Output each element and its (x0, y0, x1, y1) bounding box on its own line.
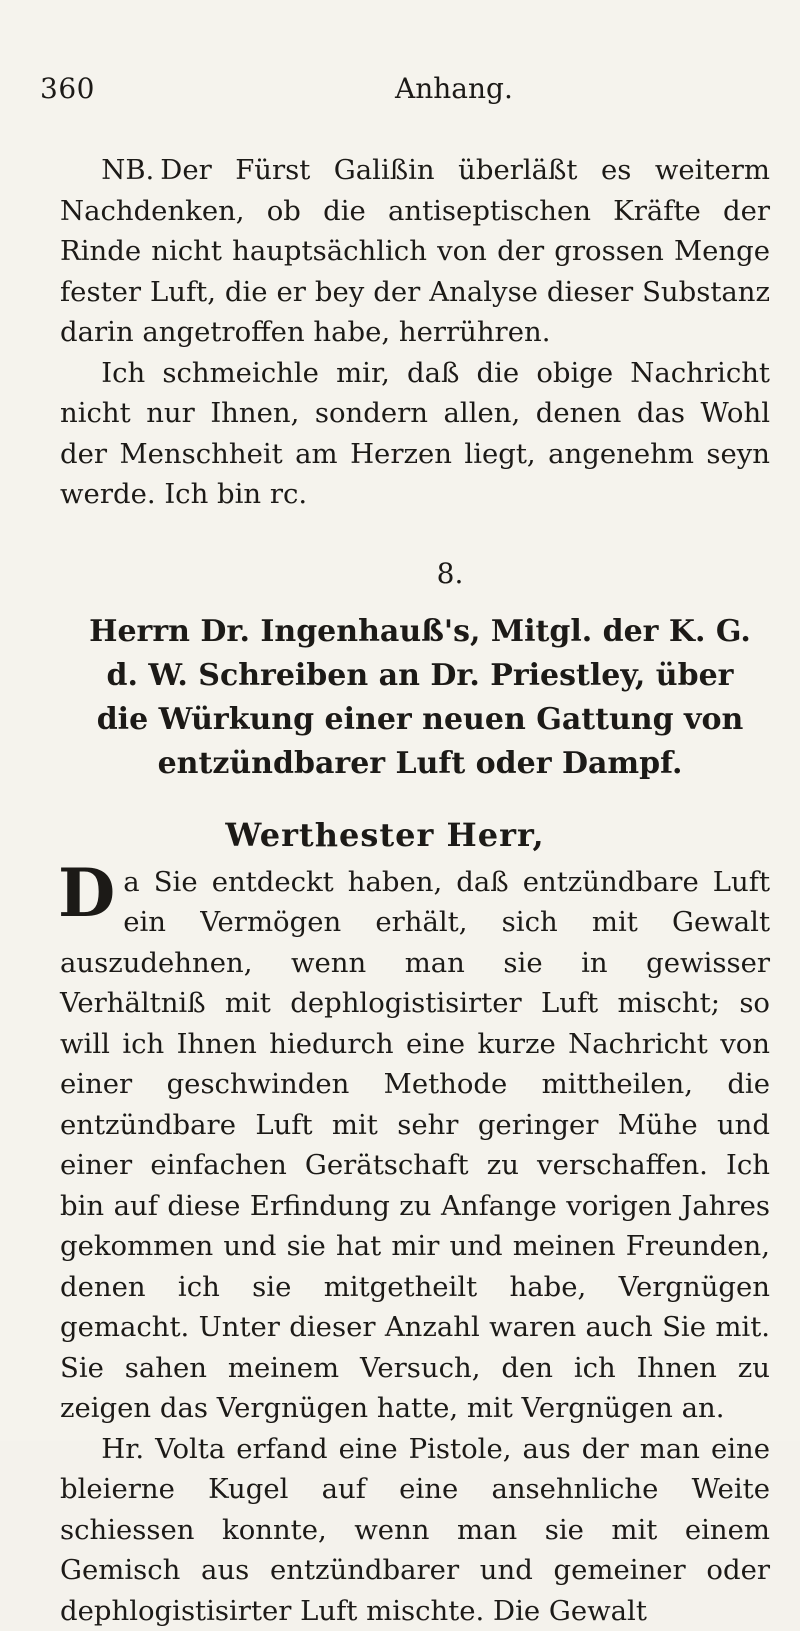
salutation: Werthester Herr, (60, 816, 770, 854)
letter-heading: Herrn Dr. Ingenhauß's, Mitgl. der K. G. d. W. Schreiben an Dr. Priestley, über die Würkung einer neuen Gattung von entzündbarer Luft oder Dampf. (60, 610, 770, 786)
letter-paragraph-1 (60, 862, 770, 1429)
note-label: NB. (101, 154, 154, 186)
section-number: 8. (60, 557, 770, 590)
running-head: Anhang. (395, 72, 513, 105)
page-body (60, 150, 770, 1631)
drop-cap: D (58, 864, 115, 922)
letter-paragraph-1-text: a Sie entdeckt haben, daß entzündbare Luft ein Vermögen erhält, sich mit Gewalt auszudehnen, wenn man sie in gewisser Verhältniß mit dephlogistisirter Luft mischt; so will ich Ihnen hiedurch eine kurze Nachricht von einer geschwinden Methode mittheilen, die entzündbare Luft mit sehr geringer Mühe und einer einfachen Gerätschaft zu verschaffen. Ich bin auf diese Erfindung zu Anfange vorigen Jahres gekommen und sie hat mir und meinen Freunden, denen ich sie mitgetheilt habe, Vergnügen gemacht. Unter dieser Anzahl waren auch Sie mit. Sie sahen meinem Versuch, den ich Ihnen zu zeigen das Vergnügen hatte, mit Vergnügen an. (60, 866, 770, 1425)
page-number: 360 (40, 72, 95, 105)
note-text: Der Fürst Galißin überläßt es weiterm Nachdenken, ob die antiseptischen Kräfte der Rinde nicht hauptsächlich von der grossen Menge fester Luft, die er bey der Analyse dieser Substanz darin angetroffen habe, herrühren. (60, 154, 770, 348)
letter-paragraph-2: Hr. Volta erfand eine Pistole, aus der man eine bleierne Kugel auf eine ansehnliche Weite schiessen konnte, wenn man sie mit einem Gemisch aus entzündbarer und gemeiner oder dephlogistisirter Luft mischte. Die Gewalt (60, 1429, 770, 1631)
page-header (0, 72, 800, 112)
closing-paragraph: Ich schmeichle mir, daß die obige Nachricht nicht nur Ihnen, sondern allen, denen das Wohl der Menschheit am Herzen liegt, angenehm seyn werde. Ich bin rc. (60, 353, 770, 515)
note-paragraph (60, 150, 770, 353)
